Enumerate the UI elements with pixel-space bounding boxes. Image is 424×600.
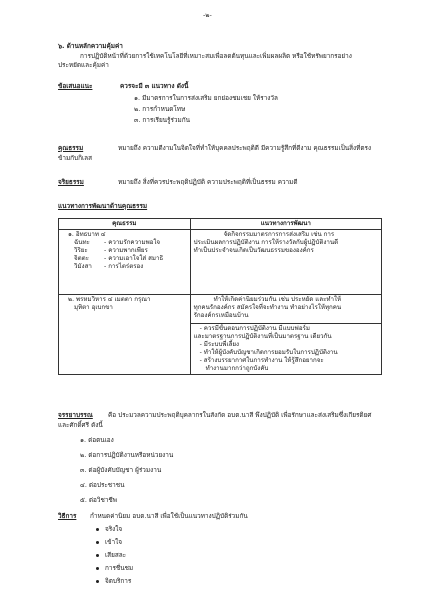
subitem-meaning: - การไตร่ตรอง bbox=[104, 263, 144, 270]
guideline-line: ทุกคนรักองค์กร สมัครใจที่จะทำงาน ทำอย่างไรให้ทุกคน bbox=[193, 304, 342, 311]
value-label: เข้าใจ bbox=[105, 538, 123, 546]
guideline-line: รักองค์กรเหมือนบ้าน bbox=[193, 312, 249, 319]
list-item bbox=[96, 551, 126, 559]
subitem-term: วิมังสา bbox=[74, 263, 92, 270]
code-item-4: ๔. ต่อประชาชน bbox=[80, 481, 125, 489]
bullet-icon bbox=[96, 567, 99, 570]
guideline-line: ทำงานมากกว่าถูกบังคับ bbox=[205, 365, 269, 372]
section6-heading: ๖. ด้านหลักความคุ้มค่า bbox=[58, 42, 123, 50]
guideline-line: - ทำให้ผู้บังคับบัญชาเกิดการยอมรับในการปฏิบัติงาน bbox=[199, 349, 338, 356]
guideline-line: จัดกิจกรรมมาตรการการส่งเสริม เช่น การ bbox=[223, 231, 335, 238]
guideline-line: ทำให้เกิดค่านิยมร่วมกัน เช่น ประหยัด และทำให้ bbox=[213, 296, 342, 303]
virtue-line1: หมายถึง ความดีงามในจิตใจที่ทำให้บุคคลประพฤติดี มีความรู้สึกที่ดีงาม คุณธรรมเป็นสิ่งที่ตรง bbox=[118, 144, 372, 152]
section6-para-line1: การปฏิบัติหน้าที่ด้วยการใช้เทคโนโลยีที่เหมาะสมเพื่อลดต้นทุนและเพิ่มผลผลิต หรือใช้ทรัพยากรอย่าง bbox=[80, 52, 352, 60]
table-header-virtue: คุณธรรม bbox=[59, 219, 191, 230]
table-title: แนวทางการพัฒนาด้านคุณธรรม bbox=[58, 202, 148, 210]
row1-subitem bbox=[62, 239, 187, 247]
table-cell-guideline bbox=[190, 324, 381, 375]
virtue-line2: ข้ามกับกิเลส bbox=[58, 154, 92, 162]
list-item bbox=[96, 577, 131, 585]
table-row bbox=[59, 230, 382, 295]
subitem-term: ฉันทะ bbox=[74, 239, 90, 246]
code-line1: คือ ประมวลความประพฤติบุคลากรในสังกัด อบต.นาสี พึงปฏิบัติ เพื่อรักษาและส่งเสริมซึ่งเกียรติยศ bbox=[108, 411, 372, 419]
ethics-text: หมายถึง สิ่งที่ควรประพฤติปฏิบัติ ความประพฤติที่เป็นธรรม ความดี bbox=[118, 178, 298, 186]
row1-subitem bbox=[62, 263, 187, 271]
code-line2: และศักดิ์ศรี ดังนี้ bbox=[58, 421, 103, 429]
bullet-icon bbox=[96, 541, 99, 544]
value-label: จิตบริการ bbox=[105, 577, 132, 585]
method-label: วิธีการ bbox=[58, 512, 77, 520]
recommend-item-1: ๑. มีมาตรการในการส่งเสริม ยกย่องชมเชย ให้รางวัล bbox=[134, 94, 278, 102]
row1-subitem bbox=[62, 247, 187, 255]
list-item bbox=[96, 525, 122, 533]
table-cell-virtue bbox=[59, 230, 191, 295]
guideline-line: - สร้างบรรยากาศในการทำงาน ให้รู้สึกอยากจะ bbox=[199, 357, 324, 364]
code-item-2: ๒. ต่อการปฏิบัติงานหรือหน่วยงาน bbox=[80, 451, 174, 459]
table-row bbox=[59, 295, 382, 324]
method-intro: กำหนดค่านิยม อบต.นาสี เพื่อใช้เป็นแนวทางปฏิบัติร่วมกัน bbox=[90, 512, 248, 520]
guideline-line: - มีระบบพี่เลี้ยง bbox=[199, 341, 240, 348]
code-item-1: ๑. ต่อตนเอง bbox=[80, 436, 114, 444]
guideline-line: ทำเป็นประจำจนเกิดเป็นวัฒนธรรมขององค์กร bbox=[193, 247, 314, 254]
recommend-item-3: ๓. การเรียนรู้ร่วมกัน bbox=[134, 116, 190, 124]
page-number: -๒- bbox=[203, 11, 212, 19]
virtue-development-table bbox=[58, 218, 382, 375]
virtue-label: คุณธรรม bbox=[58, 144, 84, 152]
subitem-meaning: - ความเอาใจใส่ สมาธิ bbox=[104, 255, 164, 262]
bullet-icon bbox=[96, 528, 99, 531]
recommend-item-2: ๒. การกำหนดโทษ bbox=[134, 105, 186, 113]
recommend-intro: ควรจะมี ๓ แนวทาง ดังนี้ bbox=[120, 82, 189, 90]
table-cell-virtue bbox=[59, 295, 191, 375]
guideline-line: - ควรมีขั้นตอนการปฏิบัติงาน มีแบบฟอร์ม bbox=[199, 325, 310, 332]
list-item bbox=[96, 538, 122, 546]
row2-line: มุทิตา อุเบกขา bbox=[74, 304, 113, 311]
subitem-meaning: - ความรักความพอใจ bbox=[104, 239, 161, 246]
value-label: เสียสละ bbox=[105, 551, 127, 559]
row2-line: ๒. พรหมวิหาร ๔ เมตตา กรุณา bbox=[68, 296, 151, 303]
row1-subitem bbox=[62, 255, 187, 263]
code-item-5: ๕. ต่อวิชาชีพ bbox=[80, 496, 117, 504]
subitem-term: วิริยะ bbox=[74, 247, 88, 254]
value-label: การชื่นชม bbox=[105, 564, 134, 572]
row1-head: ๑. อิทธบาท ๔ bbox=[68, 231, 106, 238]
recommend-label: ข้อเสนอแนะ bbox=[58, 82, 93, 90]
code-item-3: ๓. ต่อผู้บังคับบัญชา ผู้ร่วมงาน bbox=[80, 466, 162, 474]
guideline-line: ประเมินผลการปฏิบัติงาน การให้รางวัลกับผู้ปฏิบัติงานดี bbox=[193, 239, 339, 246]
code-label: จรรยาบรรณ bbox=[58, 411, 93, 419]
list-item bbox=[96, 564, 133, 572]
table-cell-guideline bbox=[190, 230, 381, 295]
bullet-icon bbox=[96, 580, 99, 583]
value-label: จริงใจ bbox=[105, 525, 123, 533]
subitem-term: จิตตะ bbox=[74, 255, 89, 262]
bullet-icon bbox=[96, 554, 99, 557]
table-header-guideline: แนวทางการพัฒนา bbox=[190, 219, 381, 230]
table-cell-guideline bbox=[190, 295, 381, 324]
ethics-label: จริยธรรม bbox=[58, 178, 84, 186]
section6-para-line2: ประหยัดและคุ้มค่า bbox=[58, 61, 109, 69]
guideline-line: และมาตรฐานการปฏิบัติงานที่เป็นมาตรฐาน เดียวกัน bbox=[193, 333, 332, 340]
subitem-meaning: - ความพากเพียร bbox=[104, 247, 148, 254]
